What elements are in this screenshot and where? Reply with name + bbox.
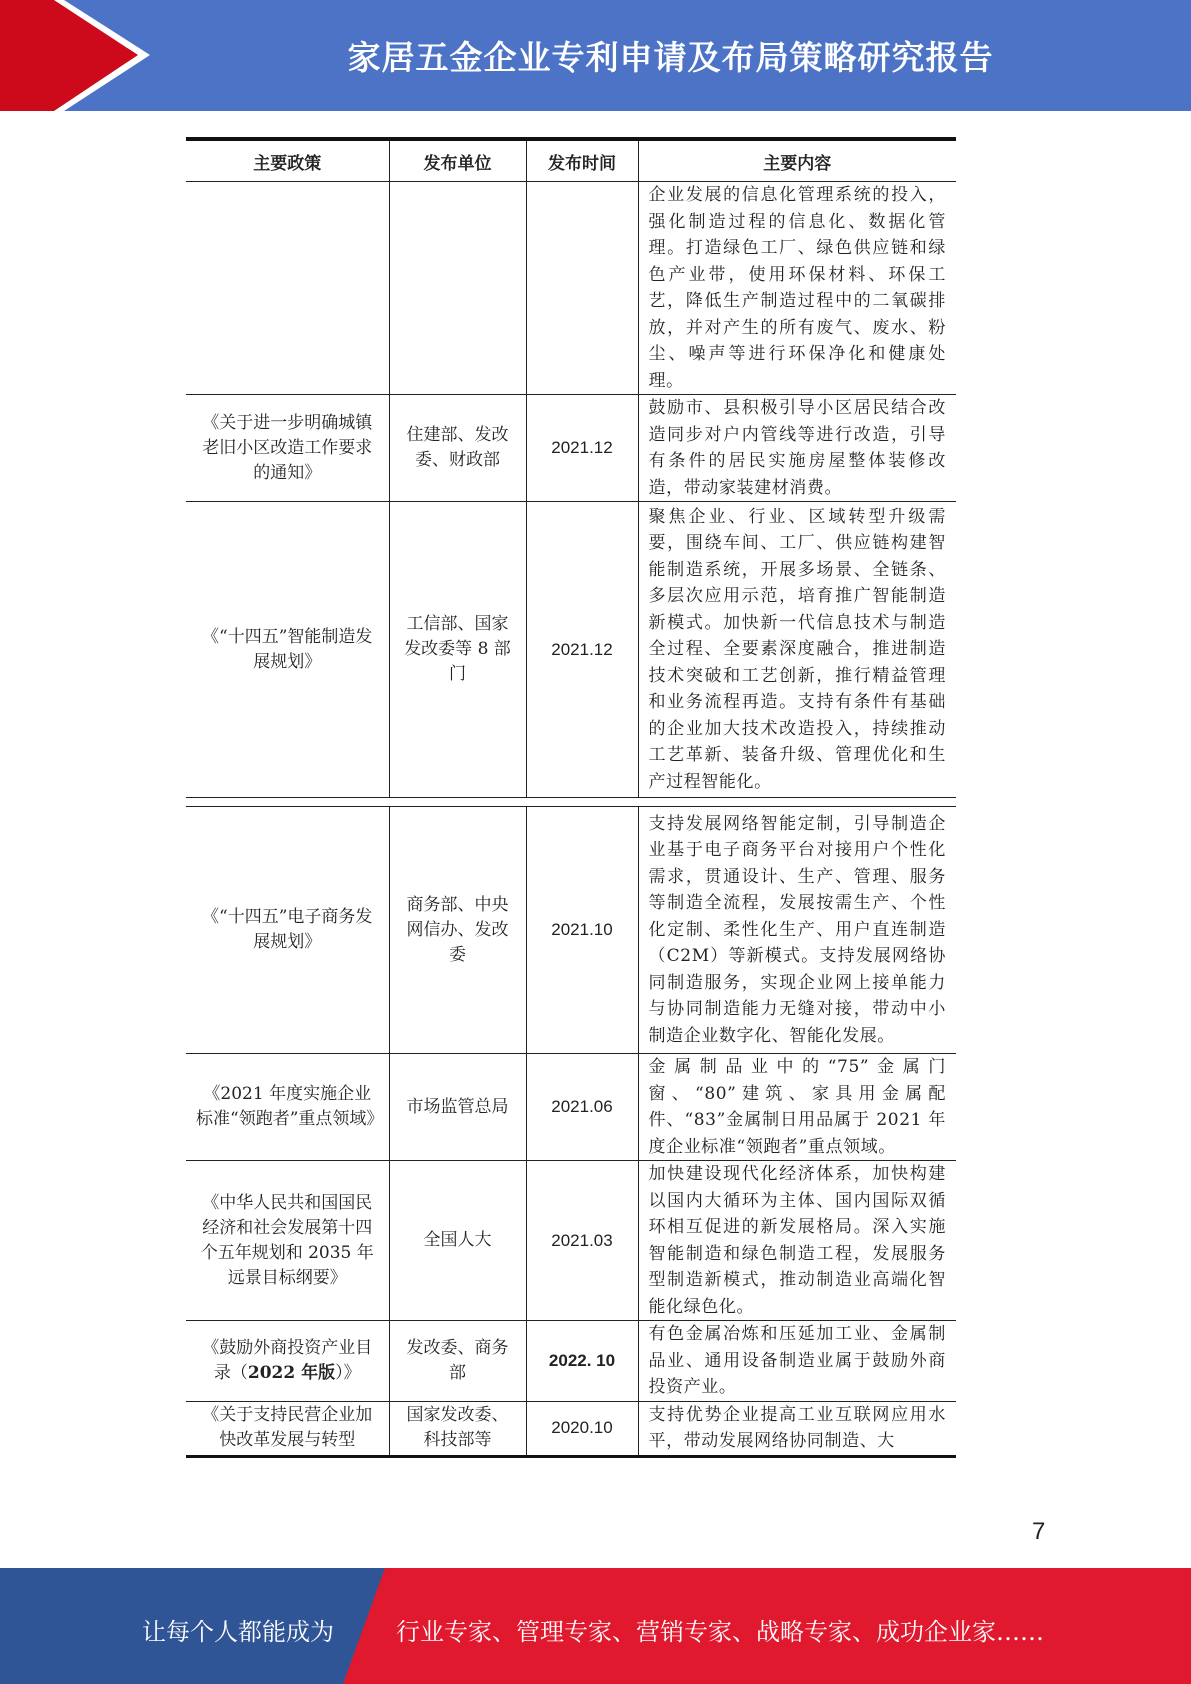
cell-content: 支持优势企业提高工业互联网应用水平，带动发展网络协同制造、大 [638, 1401, 956, 1456]
cell-date: 2022. 10 [526, 1321, 638, 1402]
report-title: 家居五金企业专利申请及布局策略研究报告 [347, 38, 994, 77]
policy-text-bold: 2022 年版 [247, 1362, 336, 1383]
cell-policy: 《关于进一步明确城镇老旧小区改造工作要求的通知》 [186, 395, 389, 502]
cell-policy: 《关于支持民营企业加快改革发展与转型 [186, 1401, 389, 1456]
cell-policy: 《2021 年度实施企业标准“领跑者”重点领域》 [186, 1054, 389, 1161]
policy-table-part-2 [186, 806, 956, 1458]
cell-date: 2021.03 [526, 1161, 638, 1321]
table-row [186, 1321, 956, 1402]
page-number: 7 [1032, 1518, 1046, 1545]
cell-content: 聚焦企业、行业、区域转型升级需要，围绕车间、工厂、供应链构建智能制造系统，开展多场景、全链条、多层次应用示范，培育推广智能制造新模式。加快新一代信息技术与制造全过程、全要素深度融合，推进制造技术突破和工艺创新，推行精益管理和业务流程再造。支持有条件有基础的企业加大技术改造投入，持续推动工艺革新、装备升级、管理优化和生产过程智能化。 [638, 502, 956, 798]
policy-text-suffix: ）》 [335, 1362, 361, 1383]
cell-policy [186, 182, 389, 395]
table-row [186, 395, 956, 502]
cell-date: 2021.12 [526, 395, 638, 502]
table-row [186, 502, 956, 798]
cell-unit: 全国人大 [389, 1161, 526, 1321]
cell-unit: 工信部、国家发改委等 8 部门 [389, 502, 526, 798]
cell-content: 有色金属冶炼和压延加工业、金属制品业、通用设备制造业属于鼓励外商投资产业。 [638, 1321, 956, 1402]
cell-date: 2020.10 [526, 1401, 638, 1456]
table-row [186, 807, 956, 1054]
cell-policy: 《“十四五”智能制造发展规划》 [186, 502, 389, 798]
table-row [186, 1161, 956, 1321]
cell-date: 2021.06 [526, 1054, 638, 1161]
cell-policy [186, 1321, 389, 1402]
cell-unit: 国家发改委、科技部等 [389, 1401, 526, 1456]
footer-slogan-left: 让每个人都能成为 [142, 1618, 334, 1646]
cell-content: 加快建设现代化经济体系，加快构建以国内大循环为主体、国内国际双循环相互促进的新发展格局。深入实施智能制造和绿色制造工程，发展服务型制造新模式，推动制造业高端化智能化绿色化。 [638, 1161, 956, 1321]
footer-slogan-right: 行业专家、管理专家、营销专家、战略专家、成功企业家…… [396, 1618, 1044, 1646]
table-header-row [186, 139, 956, 182]
header-date: 发布时间 [526, 139, 638, 182]
table-row [186, 1401, 956, 1456]
cell-date [526, 182, 638, 395]
cell-content: 鼓励市、县积极引导小区居民结合改造同步对户内管线等进行改造，引导有条件的居民实施房屋整体装修改造，带动家装建材消费。 [638, 395, 956, 502]
cell-content: 企业发展的信息化管理系统的投入，强化制造过程的信息化、数据化管理。打造绿色工厂、绿色供应链和绿色产业带，使用环保材料、环保工艺，降低生产制造过程中的二氧碳排放，并对产生的所有废气、废水、粉尘、噪声等进行环保净化和健康处理。 [638, 182, 956, 395]
table-row [186, 182, 956, 395]
header-arrow-decoration [0, 0, 160, 111]
cell-policy: 《中华人民共和国国民经济和社会发展第十四个五年规划和 2035 年远景目标纲要》 [186, 1161, 389, 1321]
policy-text-prefix: 《鼓励外商投资产业目录（ [202, 1337, 373, 1383]
cell-policy: 《“十四五”电子商务发展规划》 [186, 807, 389, 1054]
header-policy: 主要政策 [186, 139, 389, 182]
cell-date: 2021.12 [526, 502, 638, 798]
cell-unit: 商务部、中央网信办、发改委 [389, 807, 526, 1054]
header-content: 主要内容 [638, 139, 956, 182]
cell-content: 金属制品业中的“75”金属门窗、“80”建筑、家具用金属配件、“83”金属制日用品属于 2021 年度企业标准“领跑者”重点领域。 [638, 1054, 956, 1161]
cell-date: 2021.10 [526, 807, 638, 1054]
table-row [186, 1054, 956, 1161]
cell-unit [389, 182, 526, 395]
policy-table-part-1 [186, 137, 956, 798]
cell-content: 支持发展网络智能定制，引导制造企业基于电子商务平台对接用户个性化需求，贯通设计、生产、管理、服务等制造全流程，发展按需生产、个性化定制、柔性化生产、用户直连制造（C2M）等新模式。支持发展网络协同制造服务，实现企业网上接单能力与协同制造能力无缝对接，带动中小制造企业数字化、智能化发展。 [638, 807, 956, 1054]
cell-unit: 市场监管总局 [389, 1054, 526, 1161]
cell-unit: 发改委、商务部 [389, 1321, 526, 1402]
cell-unit: 住建部、发改委、财政部 [389, 395, 526, 502]
header-unit: 发布单位 [389, 139, 526, 182]
